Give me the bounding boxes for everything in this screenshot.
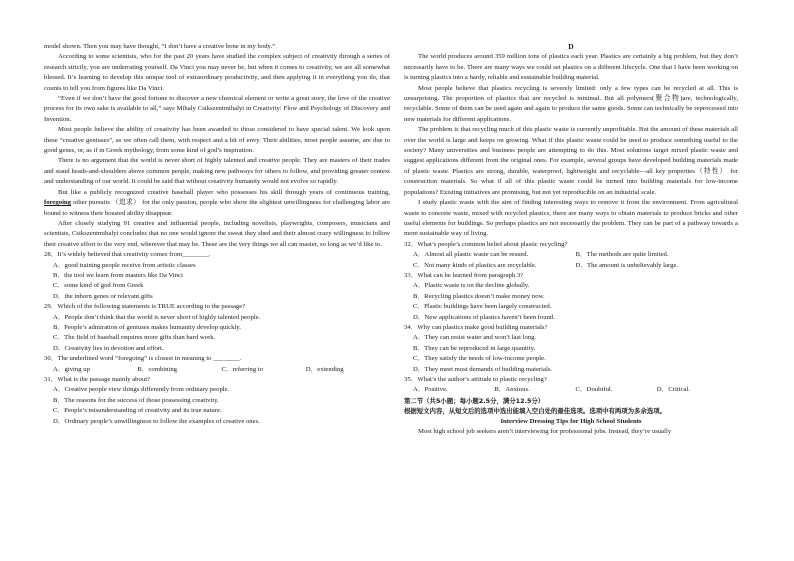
para-text: other pursuits （追求） for the only passion, people who show the slightest unwillingness for challenging labor are bound to witness their boasted ability disappear.	[44, 199, 390, 217]
passage-paragraph: Most people believe that plastics recycling is severely limited: only a few types can be recycled at all. This is unsurprising. The proportion of plastics that are recycled is minimal. But all polymers(聚合物)are, technologically, recyclable. Some of them can be used again and again to produce the same goods. Some can technically be reprocessed into new materials for different applications.	[404, 84, 738, 123]
question-29: 29．Which of the following statements is TRUE according to the passage?	[44, 303, 246, 311]
option: D．Critical.	[656, 386, 690, 394]
para-text: But like a publicly recognized creative baseball player who possesses his skill through years of continuous training,	[58, 188, 390, 196]
section-heading: 第二节（共5小题；每小题2.5分，满分12.5分）	[404, 396, 545, 405]
option: D．extending	[305, 365, 344, 373]
option: C．People’s misunderstanding of creativity and its true nature.	[53, 407, 222, 415]
options-row	[404, 385, 738, 395]
passage-letter: D	[568, 42, 574, 51]
option: D．New applications of plastics haven’t been found.	[413, 313, 555, 321]
underlined-word: foregoing	[44, 199, 71, 207]
passage-paragraph: After closely studying 91 creative and influential people, including novelists, playwrights, composers, musicians and scientists, Csikszentmihalyi concludes that no one would ignore the sweat they shed and their almost crazy willingness to follow their creative effort to the very end, wherever that may be. These are the very things we all can master, so long as we’d like to.	[44, 219, 390, 248]
option: A．giving up	[53, 365, 90, 373]
question-34: 34．Why can plastics make good building materials?	[404, 323, 548, 331]
passage-title: Interview Dressing Tips for High School Students	[500, 417, 642, 425]
options-row	[404, 261, 738, 271]
passage-paragraph: The problem is that recycling much of this plastic waste is currently unprofitable. But the amount of these materials all over the world is large and keeps on growing. What if this plastic waste could be used to produce something useful to the society? Many universities and business people are attempting to do this. Most solutions target mixed plastic waste and suggest applications different from the original ones. For example, several groups have developed building materials made of plastic waste. Plastics are strong, durable, waterproof, lightweight and recyclable—all key properties（特性） for construction materials. So what if all of this plastic waste could be turned into building materials for low-income populations? Existing initiatives are promising, but not yet reproducible on an industrial scale.	[404, 126, 738, 196]
question-33: 33．What can be learned from paragraph 3?	[404, 271, 524, 279]
option: D．The amount is unbelievably large.	[575, 261, 679, 269]
option: A．People don’t think that the world is never short of highly talented people.	[53, 313, 261, 321]
right-column	[404, 42, 738, 437]
passage-paragraph: According to some scientists, who for the past 20 years have studied the complex subject of creativity through a series of research strictly, you are underrating yourself. Da Vinci you may never be, but when it comes to creativity, we are all somewhat blessed. It’s learning to develop this unique tool of extraordinary productivity, and then applying it in everything you do, that counts to tell you from figures like Da Vinci.	[44, 53, 390, 92]
option: A．Positive.	[413, 386, 448, 394]
options-row	[404, 250, 738, 260]
question-30: 30．The underlined word “foregoing” is closest in meaning to ________.	[44, 355, 242, 363]
section-instruction: 根据短文内容，从短文后的选项中选出能填入空白处的最佳选项。选项中有两项为多余选项。	[404, 407, 667, 416]
passage-paragraph	[44, 188, 390, 219]
option: A．Creative people view things differently from ordinary people.	[53, 386, 230, 394]
passage-paragraph: Most high school job seekers aren’t interviewing for professional jobs. Instead, they’re usually	[418, 428, 672, 436]
passage-paragraph: Most people believe the ability of creativity has been awarded to those considered to have special talent. We look upon these “creative geniuses”, as we often call them, with respect and a bit of envy. Their abilities, most people assume, are due to good genes, or, as if in Greek mythology, from some kind of god’s inspiration.	[44, 126, 390, 155]
question-35: 35．What’s the author’s attitude to plastic recycling?	[404, 376, 547, 383]
options-row	[44, 365, 390, 375]
option: C．They satisfy the needs of low-income people.	[413, 355, 546, 363]
passage-paragraph: The world produces around 359 million tons of plastics each year. Plastics are certainly a big problem, but they don’t necessarily have to be. There are many ways we could set plastics on a different lifecycle. One that I have been working on is turning plastics into a hardy, reliable and sustainable building material.	[404, 53, 738, 82]
question-28: 28．It’s widely believed that creativity comes from________.	[44, 251, 211, 259]
left-column	[44, 42, 390, 427]
option: A．good training people receive from artistic classes	[53, 261, 196, 269]
option: C．Doubtful.	[575, 386, 613, 394]
option: B．They can be reproduced in large quantity.	[413, 344, 536, 352]
option: D．Ordinary people’s unwillingness to follow the examples of creative ones.	[53, 417, 260, 425]
option: D．They meet most demands of building materials.	[413, 365, 553, 373]
option: D．the inborn genes or relevant gifts	[53, 292, 153, 300]
option: B．Recycling plastics doesn’t make money now.	[413, 292, 545, 300]
option: A．They can resist water and won’t last long.	[413, 334, 537, 342]
passage-paragraph: I study plastic waste with the aim of finding interesting ways to remove it from the environment. From agricultural waste to concrete waste, mixed with recycled plastics, there are many ways to obtain materials to produce bricks and other useful elements for buildings. So perhaps plastics are not necessarily the problem. They can be part of a pathway towards a more sustainable way of living.	[404, 199, 738, 238]
passage-paragraph: model shown. Then you may have thought, “I don’t have a creative bone in my body.”	[44, 43, 276, 50]
option: C．Not many kinds of plastics are recyclable.	[413, 261, 537, 269]
option: C．Plastic buildings have been largely constructed.	[413, 303, 552, 311]
option: A．Plastic waste is on the decline globally.	[413, 282, 530, 290]
option: B．the tool we learn from masters like Da Vinci	[53, 271, 183, 279]
passage-paragraph: “Even if we don’t have the good fortune to discover a new chemical element or write a great story, the love of the creative process for its own sake is available to all,” says Mihaly Csikszentmihalyi in Creativity: Flow and Psychology of Discovery and Invention.	[44, 95, 390, 123]
option: C．some kind of god from Greek	[53, 282, 144, 290]
option: B．People’s admiration of geniuses makes humanity develop quickly.	[53, 323, 241, 331]
option: B．combining	[137, 365, 178, 373]
option: B．The reasons for the success of those possessing creativity.	[53, 396, 219, 404]
question-31: 31．What is the passage mainly about?	[44, 376, 151, 383]
passage-paragraph: There is no argument that the world is never short of highly talented and creative people. They are masters of their trades and stand heads-and-shoulders above common people, making new pathways for others to follow, and providing greater context and understanding of our world. It could be said that without creativity humanity would not evolve so rapidly.	[44, 157, 390, 186]
option: D．Creativity lies in devotion and effort.	[53, 344, 164, 352]
option: C．The field of baseball requires more gifts than hard work.	[53, 334, 216, 342]
option: A．Almost all plastic waste can be reused.	[413, 251, 529, 259]
question-32: 32．What’s people’s common belief about plastic recycling?	[404, 240, 568, 248]
option: C．referring to	[221, 365, 263, 373]
option: B．Anxious.	[494, 386, 530, 394]
option: B．The methods are quite limited.	[575, 251, 669, 259]
